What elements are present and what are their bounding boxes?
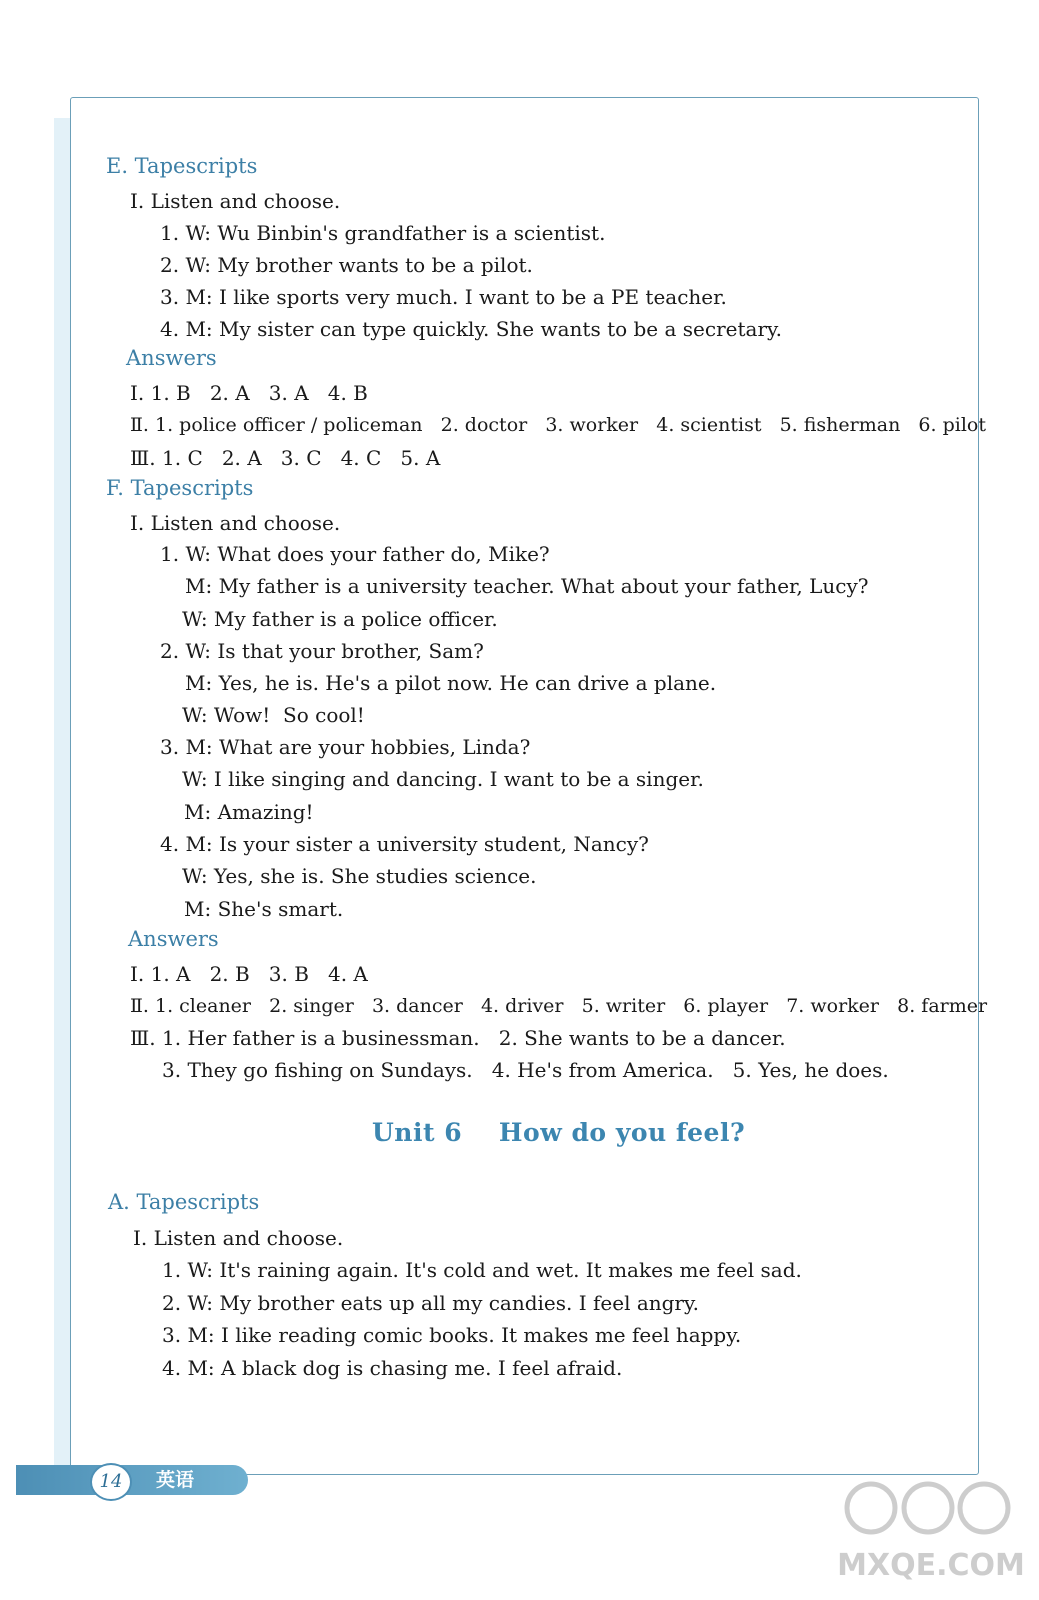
watermark-glyph-1	[847, 1484, 895, 1532]
section-f-line-1: 1. W: What does your father do, Mike?	[160, 542, 550, 566]
section-f-line-5: M: Yes, he is. He's a pilot now. He can drive a plane.	[185, 671, 717, 695]
section-f-line-8: W: I like singing and dancing. I want to be a singer.	[182, 767, 704, 791]
section-f-line-4: 2. W: Is that your brother, Sam?	[160, 639, 484, 663]
section-e-answers-2: Ⅱ. 1. police officer / policeman 2. doctor 3. worker 4. scientist 5. fisherman 6. pilot	[130, 414, 986, 436]
page-sidebar-strip	[54, 118, 70, 1468]
section-f-line-3: W: My father is a police officer.	[182, 607, 498, 631]
section-a-line-4: 4. M: A black dog is chasing me. I feel afraid.	[162, 1356, 623, 1380]
section-e-line-2: 2. W: My brother wants to be a pilot.	[160, 253, 533, 277]
section-e-line-4: 4. M: My sister can type quickly. She wants to be a secretary.	[160, 317, 783, 341]
section-e-answers-3: Ⅲ. 1. C 2. A 3. C 4. C 5. A	[130, 446, 441, 470]
section-e-answers-1: Ⅰ. 1. B 2. A 3. A 4. B	[130, 381, 368, 405]
section-e-line-3: 3. M: I like sports very much. I want to be a PE teacher.	[160, 285, 727, 309]
section-f-line-12: M: She's smart.	[184, 897, 344, 921]
section-a-line-2: 2. W: My brother eats up all my candies. I feel angry.	[162, 1291, 699, 1315]
section-a-line-3: 3. M: I like reading comic books. It makes me feel happy.	[162, 1323, 742, 1347]
section-f-line-7: 3. M: What are your hobbies, Linda?	[160, 735, 531, 759]
section-f-line-11: W: Yes, she is. She studies science.	[182, 864, 537, 888]
page-number: 14	[90, 1463, 132, 1501]
section-f-answers-4: 3. They go fishing on Sundays. 4. He's from America. 5. Yes, he does.	[162, 1058, 889, 1082]
watermark-logo	[836, 1470, 1026, 1595]
section-e-answers-heading: Answers	[126, 346, 217, 370]
section-f-line-2: M: My father is a university teacher. What about your father, Lucy?	[185, 574, 869, 598]
section-f-answers-3: Ⅲ. 1. Her father is a businessman. 2. She wants to be a dancer.	[130, 1026, 786, 1050]
watermark-glyph-3	[960, 1484, 1008, 1532]
section-f-answers-1: Ⅰ. 1. A 2. B 3. B 4. A	[130, 962, 368, 986]
section-f-heading: F. Tapescripts	[106, 476, 254, 500]
section-a-part1: Ⅰ. Listen and choose.	[133, 1226, 344, 1250]
section-f-line-9: M: Amazing!	[184, 800, 314, 824]
section-e-part1: Ⅰ. Listen and choose.	[130, 189, 341, 213]
section-f-part1: Ⅰ. Listen and choose.	[130, 511, 341, 535]
watermark-glyph-2	[904, 1484, 952, 1532]
section-f-line-10: 4. M: Is your sister a university student, Nancy?	[160, 832, 649, 856]
section-f-answers-2: Ⅱ. 1. cleaner 2. singer 3. dancer 4. driver 5. writer 6. player 7. worker 8. farmer	[130, 995, 988, 1017]
section-a-heading: A. Tapescripts	[108, 1190, 260, 1214]
section-f-line-6: W: Wow! So cool!	[182, 703, 365, 727]
section-e-heading: E. Tapescripts	[106, 154, 258, 178]
watermark-text: MXQE.COM	[837, 1548, 1025, 1583]
subject-label: 英语	[156, 1469, 195, 1491]
footer-bar	[16, 1465, 248, 1495]
unit-title: Unit 6 How do you feel?	[372, 1118, 746, 1147]
section-e-line-1: 1. W: Wu Binbin's grandfather is a scientist.	[160, 221, 606, 245]
section-f-answers-heading: Answers	[128, 927, 219, 951]
section-a-line-1: 1. W: It's raining again. It's cold and wet. It makes me feel sad.	[162, 1258, 802, 1282]
